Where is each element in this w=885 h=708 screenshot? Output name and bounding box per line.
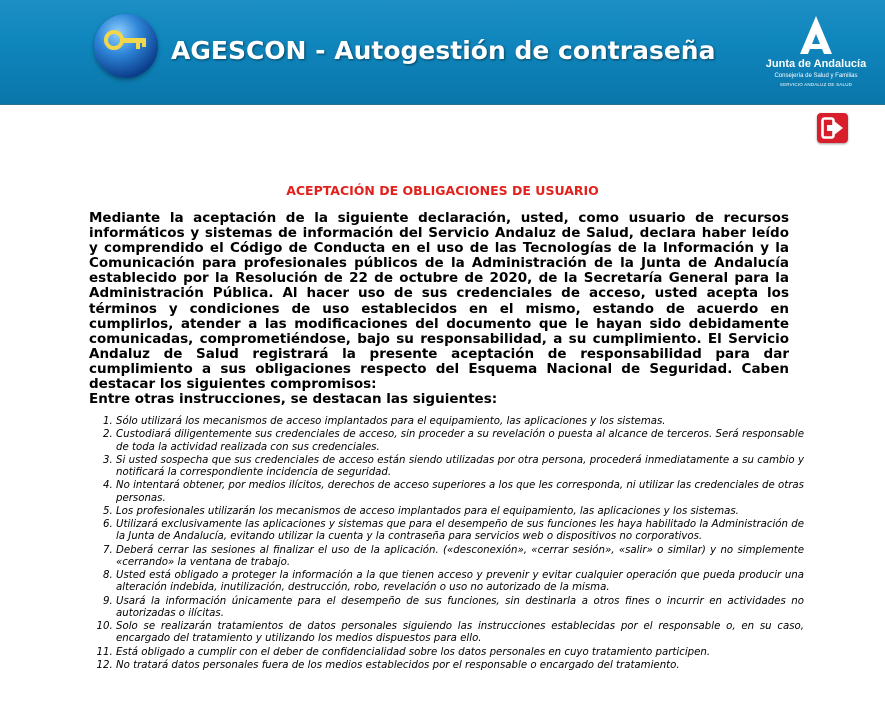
key-globe-icon	[94, 14, 158, 78]
app-title: AGESCON - Autogestión de contraseña	[171, 36, 716, 65]
org-department: Consejería de Salud y Familias	[774, 73, 858, 79]
list-item: 3. Si usted sospecha que sus credenciales de acceso están siendo utilizadas por otra persona, procederá inmediatamente a su cambio y notificará la correspondiente incidencia de seguridad.	[116, 455, 804, 480]
list-item: 7. Deberá cerrar las sesiones al finalizar el uso de la aplicación. («desconexión», «cerrar sesión», «salir» o similar) y no simplemente «cerrando» la ventana de trabajo.	[116, 545, 804, 570]
list-item: 11. Está obligado a cumplir con el deber de confidencialidad sobre los datos personales en cuyo tratamiento participen.	[116, 647, 804, 659]
list-item: 4. No intentará obtener, por medios ilícitos, derechos de acceso superiores a los que les corresponda, ni utilizar las credenciales de otras personas.	[116, 480, 804, 505]
list-item: 5. Los profesionales utilizarán los mecanismos de acceso implantados para el equipamiento, las aplicaciones y los sistemas.	[116, 506, 804, 518]
list-item: 12. No tratará datos personales fuera de los medios establecidos por el responsable o encargado del tratamiento.	[116, 660, 804, 672]
instructions-intro: Entre otras instrucciones, se destacan las siguientes:	[89, 391, 498, 407]
org-name: Junta de Andalucía	[765, 58, 867, 70]
logout-icon	[821, 117, 844, 139]
list-item: 8. Usted está obligado a proteger la información a la que tienen acceso y prevenir y evitar cualquier operación que pueda producir una alteración indebida, inutilización, destrucción, robo, revelación o uso no autorizado de la misma.	[116, 570, 804, 595]
app-header	[0, 0, 885, 105]
declaration-text: Mediante la aceptación de la siguiente declaración, usted, como usuario de recursos informáticos y sistemas de información del Servicio Andaluz de Salud, declara haber leído y comprendido el Código de Conducta en el uso de las Tecnologías de la Información y la Comunicación para profesionales públicos de la Administración de la Junta de Andalucía establecido por la Resolución de 22 de octubre de 2020, de la Secretaría General para la Administración Pública. Al hacer uso de sus credenciales de acceso, usted acepta los términos y condiciones de uso establecidos en el mismo, estando de acuerdo en cumplirlos, atender a las modificaciones del documento que le hayan sido debidamente comunicadas, comprometiéndose, bajo su responsabilidad, a su cumplimiento. El Servicio Andaluz de Salud registrará la presente aceptación de responsabilidad para dar cumplimiento a sus obligaciones respecto del Esquema Nacional de Seguridad. Caben destacar los siguientes compromisos:	[89, 210, 789, 393]
list-item: 10. Solo se realizarán tratamientos de datos personales siguiendo las instrucciones establecidas por el responsable o, en su caso, encargado del tratamiento y utilizando los medios dispuestos para ello.	[116, 621, 804, 646]
list-item: 6. Utilizará exclusivamente las aplicaciones y sistemas que para el desempeño de sus funciones les haya habilitado la Administración de la Junta de Andalucía, evitando utilizar la cuenta y la contraseña para servicios web o dispositivos no corporativos.	[116, 519, 804, 544]
list-item: 9. Usará la información únicamente para el desempeño de sus funciones, sin destinarla a otros fines o incurrir en actividades no autorizadas o ilícitas.	[116, 596, 804, 621]
list-item: 2. Custodiará diligentemente sus credenciales de acceso, sin proceder a su revelación o puesta al alcance de terceros. Será responsable de toda la actividad realizada con sus credenciales.	[116, 429, 804, 454]
list-item: 1. Sólo utilizará los mecanismos de acceso implantados para el equipamiento, las aplicaciones y los sistemas.	[116, 416, 804, 428]
page-title: ACEPTACIÓN DE OBLIGACIONES DE USUARIO	[286, 183, 599, 198]
junta-andalucia-logo	[756, 12, 876, 92]
org-service: SERVICIO ANDALUZ DE SALUD	[779, 82, 853, 87]
obligations-list	[89, 416, 804, 673]
logout-button[interactable]	[817, 113, 848, 143]
